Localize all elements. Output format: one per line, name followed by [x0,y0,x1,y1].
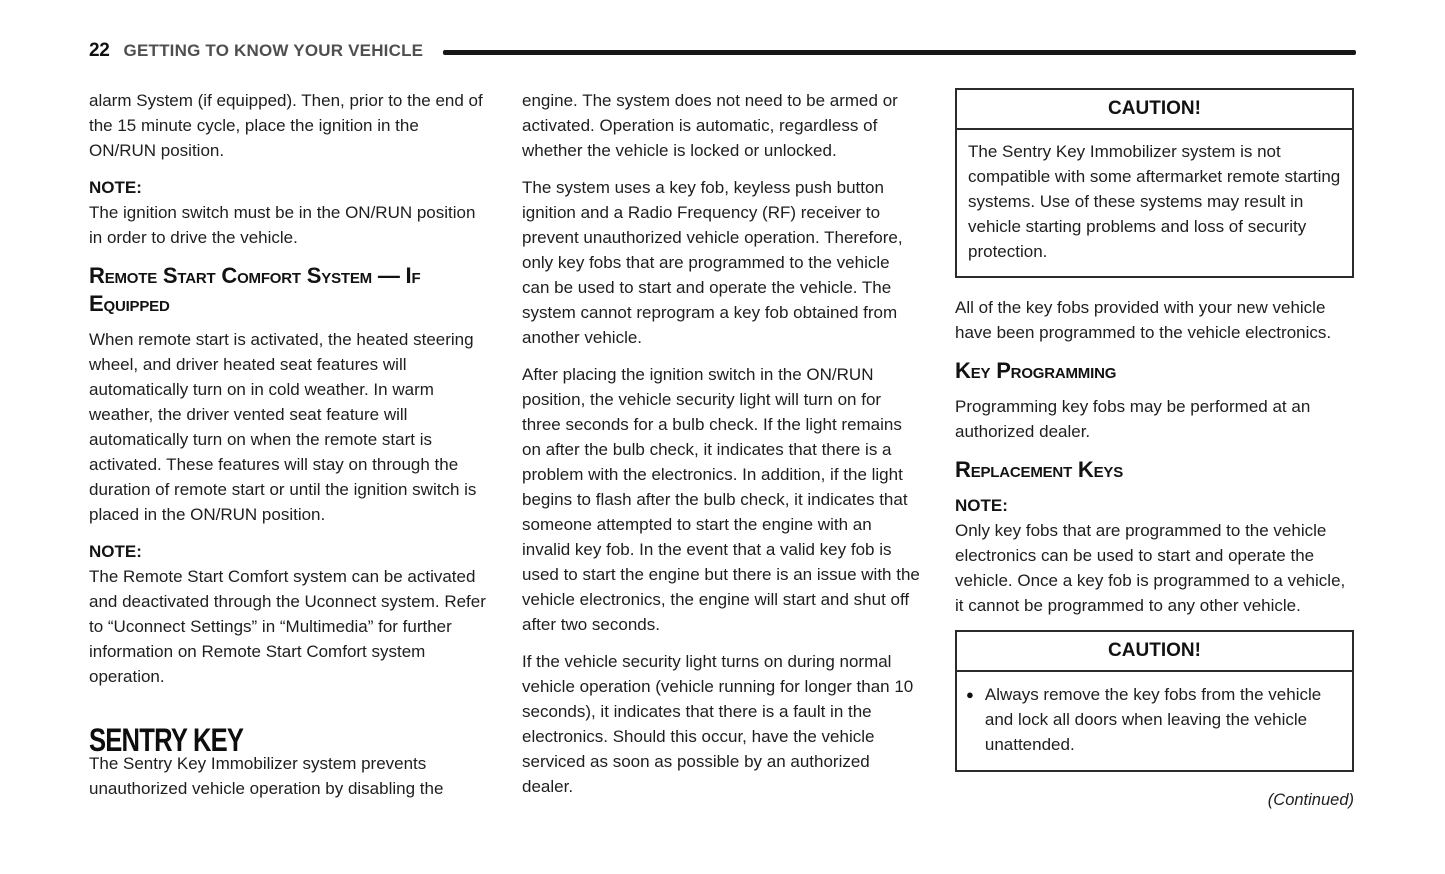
bullet-icon: ● [966,687,974,702]
continued-label: (Continued) [1267,791,1354,809]
column-3 [955,88,1354,813]
column-2 [522,88,921,813]
caution-body-immobilizer: The Sentry Key Immobilizer system is not compatible with some aftermarket remote starting systems. Use of these systems may result in vehicle starting problems and loss of security protection. [968,142,1341,261]
caution-bullet-text: Always remove the key fobs from the vehicle and lock all doors when leaving the vehicle unattended. [984,685,1322,754]
paragraph-key-fob-rf: The system uses a key fob, keyless push button ignition and a Radio Frequency (RF) receiver to prevent unauthorized vehicle operation. Therefore, only key fobs that are programmed to the vehicle can be used to start and operate the vehicle. The system cannot reprogram a key fob obtained from another vehicle. [522,178,903,347]
paragraph-security-light-fault: If the vehicle security light turns on during normal vehicle operation (vehicle running for longer than 10 seconds), it indicates that there is a fault in the electronics. Should this occur, have the vehicle serviced as soon as possible by an authorized dealer. [522,652,914,796]
note-label: NOTE: [89,542,142,561]
page-header [0,0,1445,62]
paragraph-security-light-bulb-check: After placing the ignition switch in the ON/RUN position, the vehicle security light will turn on for three seconds for a bulb check. If the light remains on after the bulb check, it indicates that there is a problem with the electronics. In addition, if the light begins to flash after the bulb check, it indicates that someone attempted to start the engine with an invalid key fob. In the event that a valid key fob is used to start the engine but there is an issue with the vehicle electronics, the engine will start and shut off after two seconds. [522,365,920,634]
heading-sentry-key: SENTRY KEY [89,722,244,759]
note-text-remote-start-comfort: The Remote Start Comfort system can be activated and deactivated through the Uconnect system. Refer to “Uconnect Settings” in “Multimedia” for further information on Remote Start Comfort system operation. [89,567,486,686]
header-rule [443,50,1356,55]
heading-replacement-keys: Replacement Keys [955,457,1124,482]
page-columns [0,62,1445,813]
heading-key-programming: Key Programming [955,358,1117,383]
note-label: NOTE: [955,496,1008,515]
caution-title: CAUTION! [957,90,1352,130]
caution-bullet-item [957,672,1352,770]
paragraph-engine-system: engine. The system does not need to be armed or activated. Operation is automatic, regardless of whether the vehicle is locked or unlocked. [522,91,898,160]
note-label: NOTE: [89,178,142,197]
paragraph-key-fobs-programmed: All of the key fobs provided with your new vehicle have been programmed to the vehicle electronics. [955,298,1332,342]
column-1 [89,88,488,813]
paragraph-sentry-key: The Sentry Key Immobilizer system prevents unauthorized vehicle operation by disabling the [89,754,444,798]
paragraph-alarm-system: alarm System (if equipped). Then, prior to the end of the 15 minute cycle, place the ignition in the ON/RUN position. [89,91,483,160]
caution-box-remove-key-fobs [955,630,1354,772]
caution-box-immobilizer [955,88,1354,278]
chapter-title: GETTING TO KNOW YOUR VEHICLE [123,41,424,60]
page-number: 22 [89,40,110,61]
note-text-replacement-keys: Only key fobs that are programmed to the vehicle electronics can be used to start and operate the vehicle. Once a key fob is programmed to a vehicle, it cannot be programmed to any other vehicle. [955,521,1346,615]
paragraph-remote-start: When remote start is activated, the heated steering wheel, and driver heated seat features will automatically turn on in cold weather. In warm weather, the driver vented seat feature will automatically turn on when the remote start is activated. These features will stay on through the duration of remote start or until the ignition switch is placed in the ON/RUN position. [89,330,477,524]
heading-remote-start-comfort-system: Remote Start Comfort System — If Equipped [89,263,421,316]
caution-title: CAUTION! [957,632,1352,672]
heading-sentry-key-wrap [89,701,488,759]
note-text-ignition-switch: The ignition switch must be in the ON/RUN position in order to drive the vehicle. [89,203,476,247]
paragraph-key-programming: Programming key fobs may be performed at an authorized dealer. [955,397,1311,441]
